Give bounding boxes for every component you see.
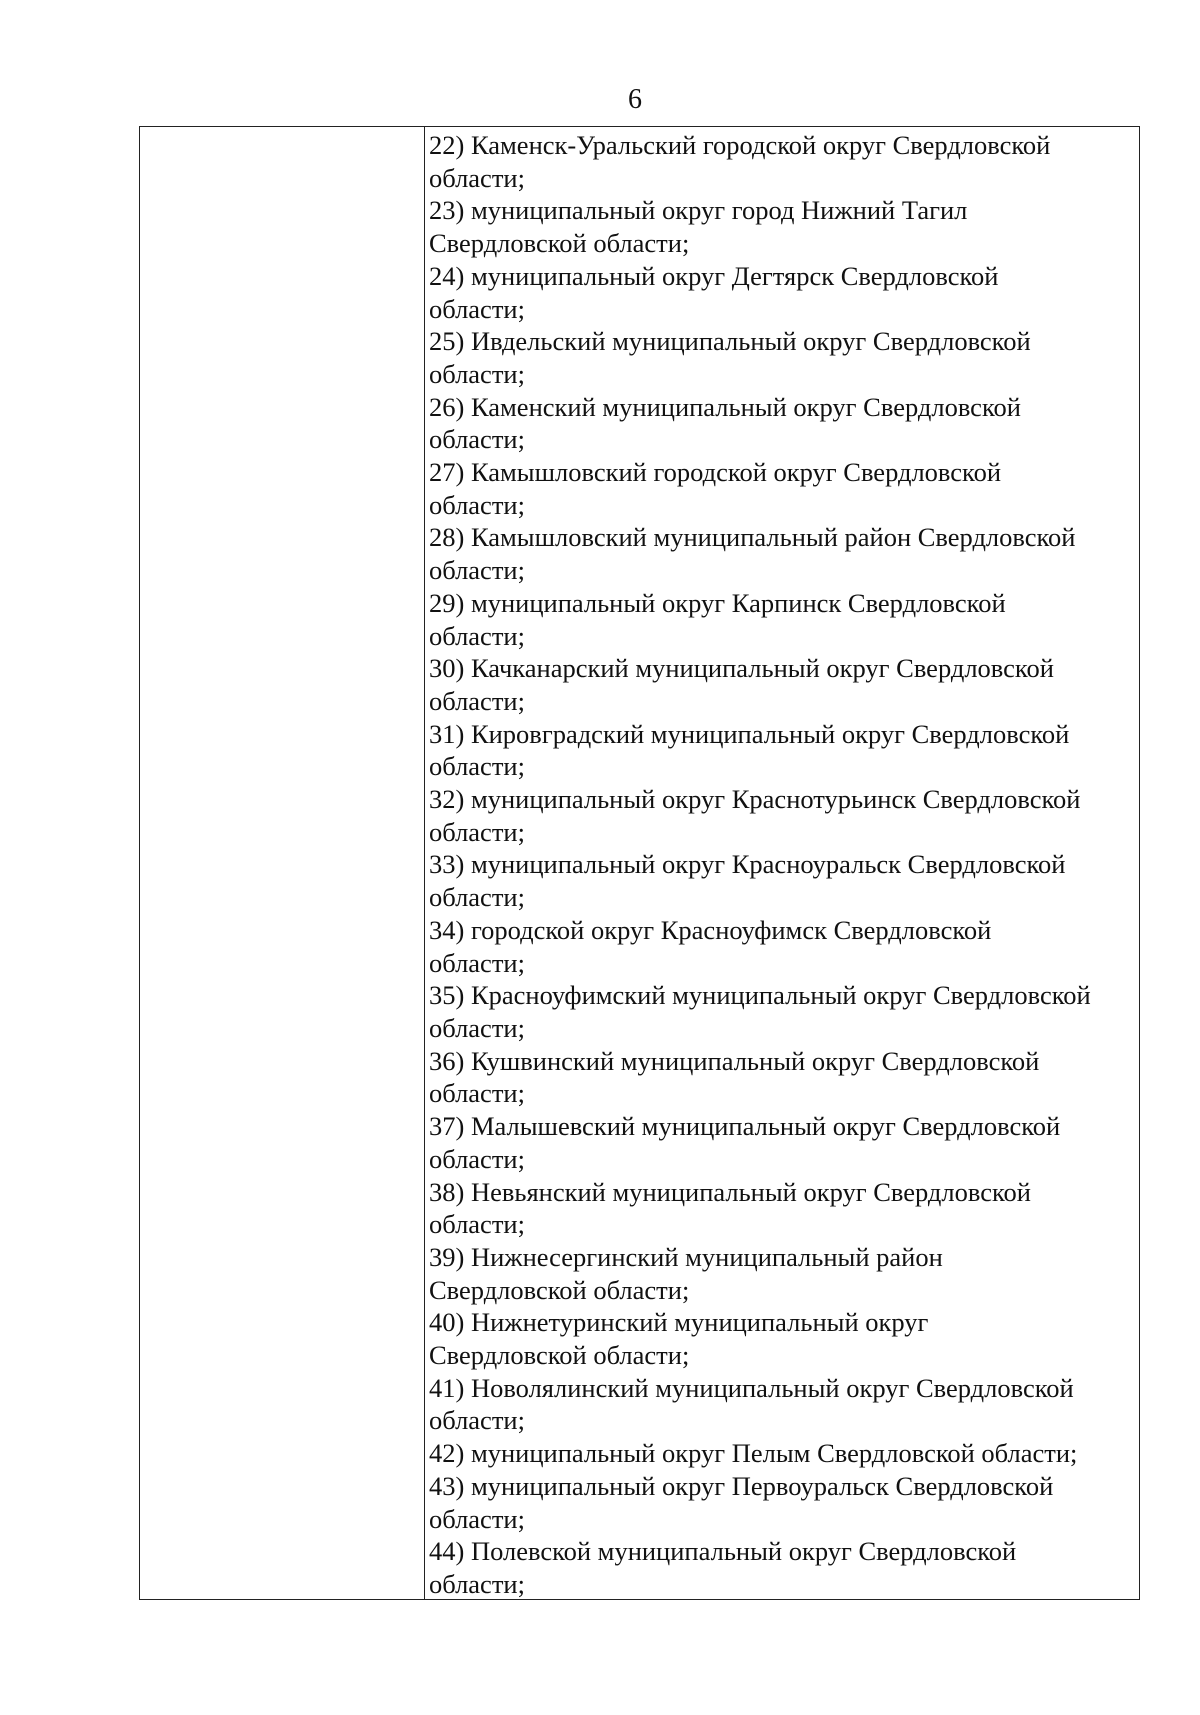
list-line: 26) Каменский муниципальный округ Свердловской [429, 391, 1021, 422]
list-line: 43) муниципальный округ Первоуральск Свердловской [429, 1470, 1054, 1501]
list-line: 40) Нижнетуринский муниципальный округ [429, 1307, 929, 1338]
list-line: области; [429, 1143, 525, 1174]
list-line: области; [429, 751, 525, 782]
list-line: 36) Кушвинский муниципальный округ Свердловской [429, 1045, 1040, 1076]
list-line: области; [429, 424, 525, 455]
list-line: 35) Красноуфимский муниципальный округ Свердловской [429, 980, 1091, 1011]
list-line: 31) Кировградский муниципальный округ Свердловской [429, 718, 1070, 749]
list-line: Свердловской области; [429, 1274, 690, 1305]
list-line: 33) муниципальный округ Красноуральск Свердловской [429, 849, 1066, 880]
list-line: 22) Каменск-Уральский городской округ Свердловской [429, 130, 1051, 160]
list-line: 34) городской округ Красноуфимск Свердловской [429, 914, 992, 945]
list-line: 30) Качканарский муниципальный округ Свердловской [429, 653, 1054, 684]
list-line: 27) Камышловский городской округ Свердловской [429, 457, 1002, 488]
list-line: области; [429, 620, 525, 651]
list-line: 32) муниципальный округ Краснотурьинск Свердловской [429, 784, 1081, 815]
table-right-cell [425, 127, 1139, 1601]
list-line: области; [429, 685, 525, 716]
list-line: области; [429, 947, 525, 978]
list-line: 29) муниципальный округ Карпинск Свердловской [429, 587, 1006, 618]
list-line: 28) Камышловский муниципальный район Свердловской [429, 522, 1076, 553]
list-line: области; [429, 489, 525, 520]
list-line: области; [429, 1012, 525, 1043]
list-line: 37) Малышевский муниципальный округ Свердловской [429, 1111, 1061, 1142]
document-table [139, 126, 1140, 1600]
list-line: области; [429, 1568, 525, 1599]
list-line: 25) Ивдельский муниципальный округ Свердловской [429, 326, 1031, 357]
list-line: области; [429, 816, 525, 847]
list-line: области; [429, 882, 525, 913]
list-line: области; [429, 1209, 525, 1240]
list-line: области; [429, 358, 525, 389]
list-line: 39) Нижнесергинский муниципальный район [429, 1241, 943, 1272]
list-line: Свердловской области; [429, 228, 690, 259]
list-line: области; [429, 293, 525, 324]
page-number: 6 [628, 84, 642, 115]
list-line: области; [429, 1503, 525, 1534]
list-line: 24) муниципальный округ Дегтярск Свердловской [429, 260, 999, 291]
list-line: области; [429, 555, 525, 586]
list-line: 42) муниципальный округ Пелым Свердловской области; [429, 1438, 1078, 1469]
list-line: 41) Новолялинский муниципальный округ Свердловской [429, 1372, 1074, 1403]
list-line: области; [429, 1078, 525, 1109]
list-line: 38) Невьянский муниципальный округ Свердловской [429, 1176, 1031, 1207]
list-line: области; [429, 1405, 525, 1436]
list-line: Свердловской области; [429, 1340, 690, 1371]
list-line: 44) Полевской муниципальный округ Свердловской [429, 1536, 1017, 1567]
list-line: области; [429, 162, 525, 193]
list-line: 23) муниципальный округ город Нижний Тагил [429, 195, 968, 226]
table-left-cell [140, 127, 425, 1599]
